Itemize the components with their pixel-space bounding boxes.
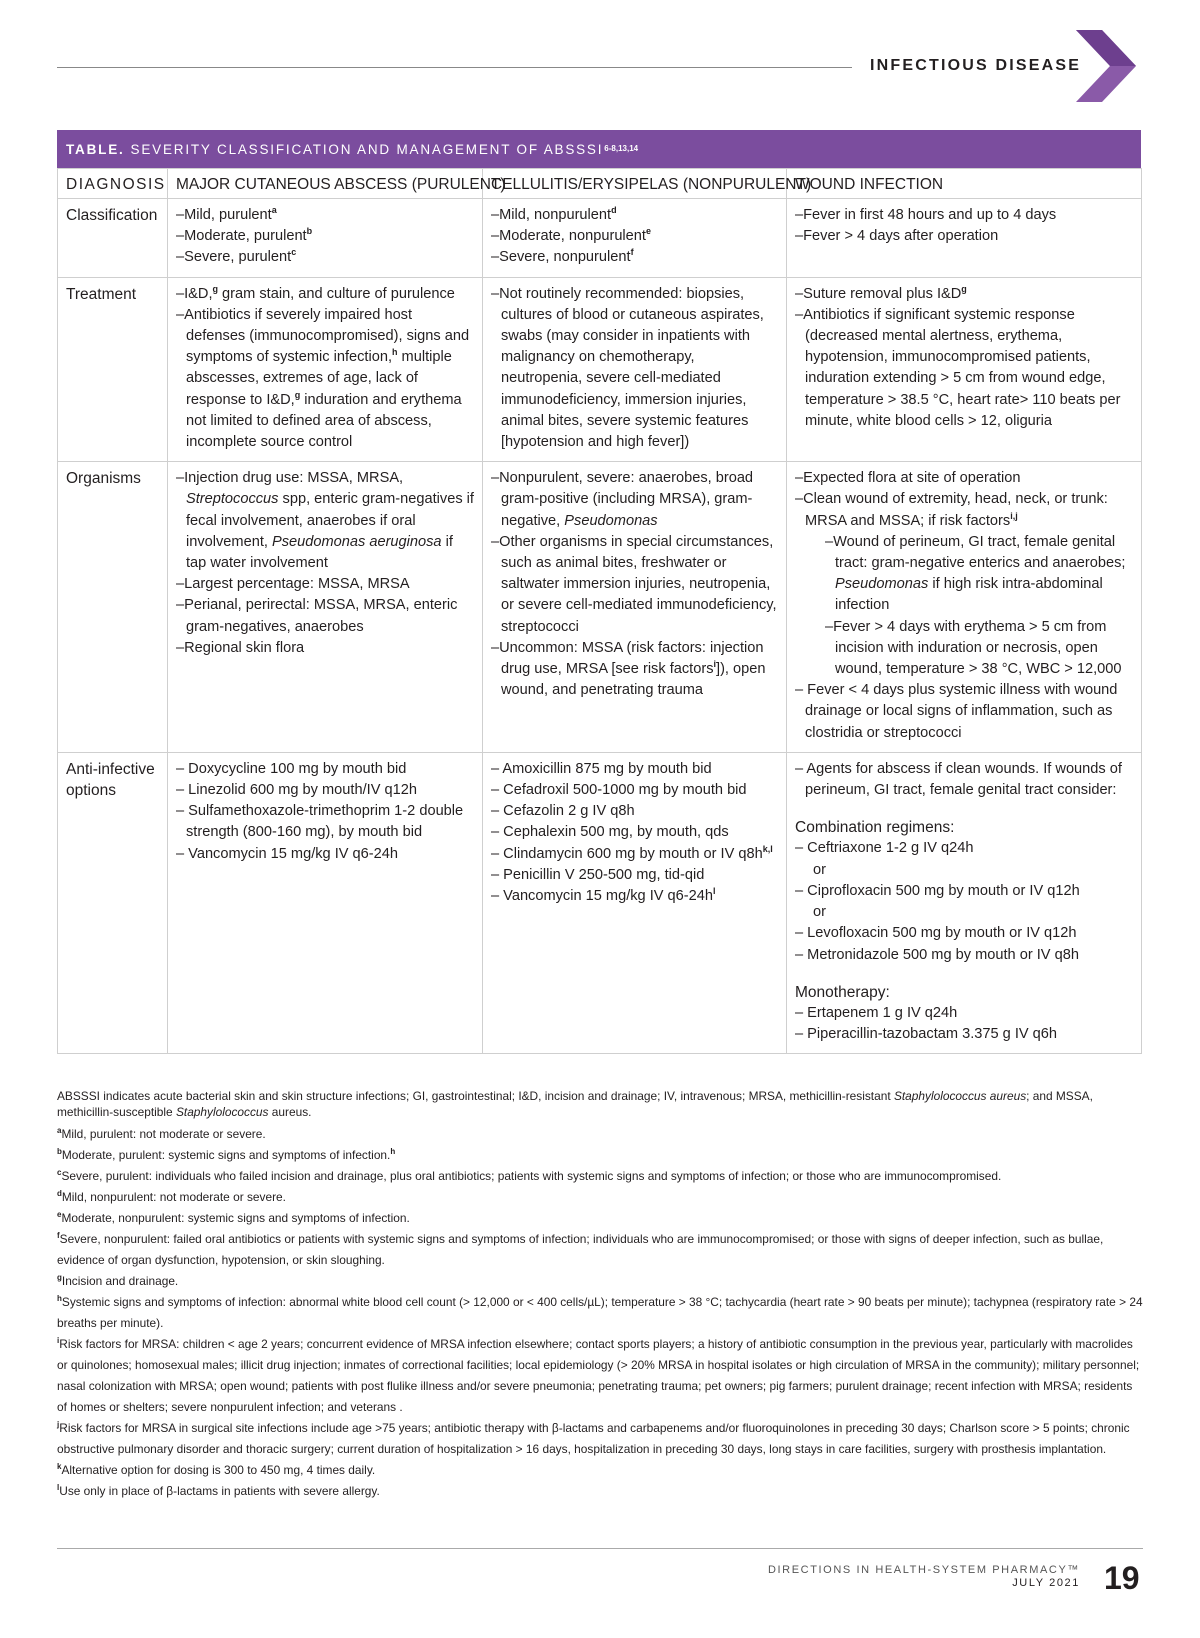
footnote: $^l$Use only in place of β-lactams in patients with severe allergy. bbox=[57, 1483, 380, 1498]
section-title: INFECTIOUS DISEASE bbox=[870, 57, 1082, 74]
monotherapy-heading: Monotherapy: bbox=[795, 983, 890, 1001]
footnote: $^c$Severe, purulent: individuals who failed incision and drainage, plus oral antibiotics; patients with systemic signs and symptoms of infection; or those who are immunocompromised. bbox=[57, 1168, 1002, 1183]
list-item: –Antibiotics if significant systemic response (decreased mental alertness, erythema, hypotension, immunocompromised patients, induration extending > 5 cm from wound edge, temperature > 38.5 °C, heart rate> 110 beats per minute, white blood cells > 12, oliguria bbox=[795, 306, 1121, 429]
list-item: – Cefazolin 2 g IV q8h bbox=[491, 803, 635, 820]
list-item: – Sulfamethoxazole-trimethoprim 1-2 double strength (800-160 mg), by mouth bid bbox=[176, 803, 464, 841]
list-item: –Antibiotics if severely impaired host defenses (immunocompromised), signs and symptoms of systemic infection,$^h$ multiple abscesses, extremes of age, lack of response to I&D,$^g$ induration and erythema not limited to defined area of abscess, incomplete source control bbox=[176, 306, 470, 451]
footnote: $^d$Mild, nonpurulent: not moderate or severe. bbox=[57, 1189, 286, 1204]
list-item: –Fever > 4 days with erythema > 5 cm from incision with induration or necrosis, open wound, temperature > 38 °C, WBC > 12,000 bbox=[825, 618, 1122, 678]
list-item: – Clindamycin 600 mg by mouth or IV $q8h^{k,l}$ bbox=[491, 843, 773, 862]
list-item: –Not routinely recommended: biopsies, cultures of blood or cutaneous aspirates, swabs (may consider in inpatients with malignancy on chemotherapy, neutropenia, severe cell-mediated immunodeficiency, immersion injuries, animal bites, severe systemic features [hypotension and high fever]) bbox=[491, 285, 764, 451]
table-caption: TABLE. SEVERITY CLASSIFICATION AND MANAGEMENT OF ABSSSI 6-8,13,14 bbox=[57, 130, 1141, 168]
table-caption-text: SEVERITY CLASSIFICATION AND MANAGEMENT OF ABSSSI bbox=[130, 141, 604, 157]
list-item: –Fever > 4 days after operation bbox=[795, 228, 999, 245]
list-item: –I&D,$^g$ gram stain, and culture of purulence bbox=[176, 283, 455, 302]
footnote: $^a$Mild, purulent: not moderate or severe. bbox=[57, 1126, 266, 1141]
cell-organisms-cellulitis bbox=[483, 462, 787, 753]
issue-date: JULY 2021 bbox=[1012, 1577, 1080, 1589]
cell-treatment-cellulitis bbox=[483, 277, 787, 462]
journal-name bbox=[768, 1564, 1080, 1589]
cell-classification-wound bbox=[787, 199, 1142, 278]
management-table bbox=[57, 130, 1141, 1054]
col-header-wound: WOUND INFECTION bbox=[787, 169, 1142, 199]
combination-heading: Combination regimens: bbox=[795, 819, 955, 837]
col-header-cellulitis: CELLULITIS/ERYSIPELAS (NONPURULENT) bbox=[483, 169, 787, 199]
col-header-diagnosis: DIAGNOSIS bbox=[58, 169, 168, 199]
list-item: –Mild, nonpurulent$^d$ bbox=[491, 205, 617, 223]
list-item: –Fever in first 48 hours and up to 4 days bbox=[795, 207, 1057, 223]
cell-organisms-abscess bbox=[168, 462, 483, 753]
footnote: $^e$Moderate, nonpurulent: systemic signs and symptoms of infection. bbox=[57, 1210, 410, 1225]
list-item: –Severe, nonpurulent$^f$ bbox=[491, 247, 634, 266]
cell-classification-abscess bbox=[168, 199, 483, 278]
page-number: 19 bbox=[1104, 1560, 1140, 1596]
list-item: –Clean wound of extremity, head, neck, or trunk: MRSA and MSSA; if risk factors$^{i,j}$ bbox=[795, 491, 1108, 529]
list-item: or bbox=[813, 861, 826, 878]
cell-anti-infective-abscess bbox=[168, 752, 483, 1053]
cell-treatment-abscess bbox=[168, 277, 483, 462]
list-item: –Injection drug use: MSSA, MRSA, Streptococcus spp, enteric gram-negatives if fecal involvement, anaerobes if oral involvement, Pseudomonas aeruginosa if tap water involvement bbox=[176, 470, 474, 572]
table-row-classification bbox=[58, 199, 1142, 278]
list-item: – Cefadroxil 500-1000 mg by mouth bid bbox=[491, 782, 747, 799]
footnote: $^k$Alternative option for dosing is 300 to 450 mg, 4 times daily. bbox=[57, 1462, 376, 1477]
cell-treatment-wound bbox=[787, 277, 1142, 462]
table-caption-prefix: TABLE. bbox=[66, 141, 125, 157]
row-label-organisms: Organisms bbox=[58, 462, 168, 753]
cell-organisms-wound bbox=[787, 462, 1142, 753]
cell-anti-infective-cellulitis bbox=[483, 752, 787, 1053]
list-item: –Uncommon: MSSA (risk factors: injection drug use, MRSA [see risk factors$^i$]), open wound, and penetrating trauma bbox=[491, 639, 766, 699]
list-item: –Perianal, perirectal: MSSA, MRSA, enteric gram-negatives, anaerobes bbox=[176, 597, 458, 635]
list-item: – Ceftriaxone 1-2 g IV q24h bbox=[795, 840, 974, 857]
list-item: –Moderate, purulent$^b$ bbox=[176, 226, 313, 245]
list-item: – Cephalexin 500 mg, by mouth, qds bbox=[491, 824, 729, 841]
header-rule bbox=[57, 67, 852, 68]
row-label-anti-infective: Anti-infective options bbox=[58, 752, 168, 1053]
footnote: $^h$Systemic signs and symptoms of infection: abnormal white blood cell count (> 12,000 or < 400 cells/µL); temperature > 38 °C; tachycardia (heart rate > 90 beats per minute); tachypnea (respiratory rate > 24 breaths per minute). bbox=[57, 1294, 1143, 1330]
footnote: $^g$Incision and drainage. bbox=[57, 1273, 179, 1288]
cell-classification-cellulitis bbox=[483, 199, 787, 278]
list-item: – Linezolid 600 mg by mouth/IV q12h bbox=[176, 782, 417, 799]
list-item: –Largest percentage: MSSA, MRSA bbox=[176, 576, 410, 593]
table-header-row bbox=[58, 169, 1142, 199]
row-label-treatment: Treatment bbox=[58, 277, 168, 462]
list-item: – Levofloxacin 500 mg by mouth or IV q12h bbox=[795, 925, 1077, 942]
table-row-anti-infective bbox=[58, 752, 1142, 1053]
footnote: $^j$Risk factors for MRSA in surgical site infections include age >75 years; antibiotic therapy with β-lactams and carbapenems and/or fluoroquinolones in preceding 30 days; Charlson score > 5 points; chronic obstructive pulmonary disorder and thoracic surgery; current duration of hospitalization > 16 days, hospitalization in preceding 30 days, long stays in care facilities, surgery with prosthesis implantation. bbox=[57, 1420, 1130, 1456]
cell-anti-infective-wound bbox=[787, 752, 1142, 1053]
list-item: – Agents for abscess if clean wounds. If wounds of perineum, GI tract, female genital tract consider: bbox=[795, 760, 1122, 799]
abbreviations-note: ABSSSI indicates acute bacterial skin and skin structure infections; GI, gastrointestinal; I&D, incision and drainage; IV, intravenous; MRSA, methicillin-resistant Staphylolococcus aureus; and MSSA, methicillin-susceptible Staphylolococcus aureus. bbox=[57, 1089, 1093, 1119]
list-item: – Penicillin V 250-500 mg, tid-qid bbox=[491, 866, 705, 883]
row-label-classification: Classification bbox=[58, 199, 168, 278]
footnote: $^b$Moderate, purulent: systemic signs and symptoms of infection.$^h$ bbox=[57, 1147, 396, 1162]
table-grid bbox=[57, 168, 1142, 1054]
list-item: –Wound of perineum, GI tract, female genital tract: gram-negative enterics and anaerobes; Pseudomonas if high risk intra-abdominal infection bbox=[825, 533, 1126, 614]
footnote: $^f$Severe, nonpurulent: failed oral antibiotics or patients with systemic signs and symptoms of infection; individuals who are immunocompromised; or those with signs of deeper infection, such as bullae, evidence of organ dysfunction, hypotension, or skin sloughing. bbox=[57, 1231, 1104, 1267]
list-item: – Vancomycin 15 mg/kg IV $q6-24h^l$ bbox=[491, 886, 716, 905]
list-item: – Doxycycline 100 mg by mouth bid bbox=[176, 760, 407, 777]
list-item: – Ciprofloxacin 500 mg by mouth or IV q12h bbox=[795, 882, 1080, 899]
list-item: –Expected flora at site of operation bbox=[795, 470, 1021, 487]
journal-title: DIRECTIONS IN HEALTH-SYSTEM PHARMACY™ bbox=[767, 1564, 1080, 1576]
list-item: –Mild, purulent$^a$ bbox=[176, 205, 277, 223]
list-item: –Other organisms in special circumstances, such as animal bites, freshwater or saltwater immersion injuries, neutropenia, or severe cell-mediated immunodeficiency, streptococci bbox=[491, 533, 777, 635]
list-item: – Piperacillin-tazobactam 3.375 g IV q6h bbox=[795, 1026, 1058, 1043]
list-item: –Nonpurulent, severe: anaerobes, broad gram-positive (including MRSA), gram-negative, Pseudomonas bbox=[491, 470, 754, 529]
list-item: –Moderate, nonpurulent$^e$ bbox=[491, 226, 651, 245]
table-footnotes bbox=[57, 1088, 1143, 1502]
list-item: –Suture removal plus $I\&D^g$ bbox=[795, 283, 967, 302]
list-item: – Ertapenem 1 g IV q24h bbox=[795, 1004, 958, 1021]
list-item: – Fever < 4 days plus systemic illness with wound drainage or local signs of inflammation, such as clostridia or streptococci bbox=[795, 682, 1118, 741]
list-item: –Severe, purulent$^c$ bbox=[176, 247, 297, 266]
footnote: $^i$Risk factors for MRSA: children < age 2 years; concurrent evidence of MRSA infection elsewhere; contact sports players; a history of antibiotic consumption in the previous year, particularly with macrolides or quinolones; homosexual males; illicit drug injection; inmates of correctional facilities; local epidemiology (> 20% MRSA in hospital isolates or high circulation of MRSA in the community); military personnel; nasal colonization with MRSA; open wound; patients with post flulike illness and/or severe pneumonia; penetrating trauma; pet owners; pig farmers; purulent drainage; recent infection with MRSA; residents of homes or shelters; severe nonpurulent infection; and veterans . bbox=[57, 1336, 1140, 1414]
list-item: – Metronidazole 500 mg by mouth or IV q8h bbox=[795, 946, 1079, 963]
list-item: – Amoxicillin 875 mg by mouth bid bbox=[491, 760, 712, 777]
table-row-treatment bbox=[58, 277, 1142, 462]
footer-rule bbox=[57, 1548, 1143, 1549]
list-item: –Regional skin flora bbox=[176, 639, 305, 656]
list-item: – Vancomycin 15 mg/kg IV q6-24h bbox=[176, 845, 398, 862]
list-item: or bbox=[813, 904, 826, 921]
chevron-arrow-icon bbox=[1076, 30, 1136, 102]
col-header-abscess: MAJOR CUTANEOUS ABSCESS (PURULENT) bbox=[168, 169, 483, 199]
table-row-organisms bbox=[58, 462, 1142, 753]
